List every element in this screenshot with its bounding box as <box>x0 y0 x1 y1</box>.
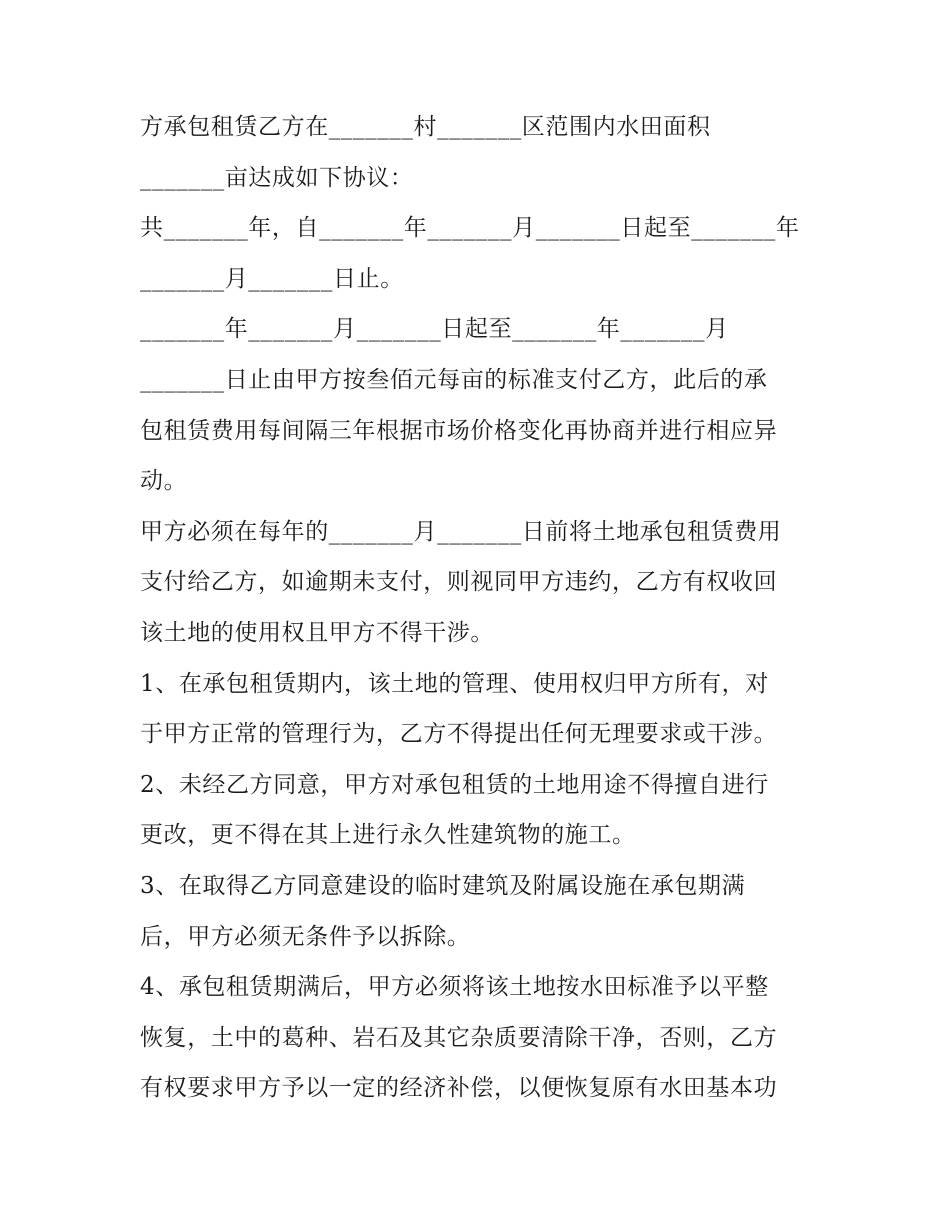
text-line: _______日止由甲方按叁佰元每亩的标准支付乙方，此后的承 <box>140 366 768 393</box>
text-line: 该土地的使用权且甲方不得干涉。 <box>140 619 494 646</box>
text-line: 动。 <box>140 468 188 495</box>
text-line: _______亩达成如下协议： <box>140 164 414 191</box>
text-line: 支付给乙方，如逾期未支付，则视同甲方违约，乙方有权收回 <box>140 569 778 596</box>
text-line: 更改，更不得在其上进行永久性建筑物的施工。 <box>140 822 636 849</box>
text-line: 甲方必须在每年的_______月_______日前将土地承包租赁费用 <box>140 518 782 545</box>
text-line: 方承包租赁乙方在_______村_______区范围内水田面积 <box>140 114 711 140</box>
text-line: _______年_______月_______日起至_______年_______月 <box>140 316 729 343</box>
text-line: 后，甲方必须无条件予以拆除。 <box>140 923 471 950</box>
text-line: 3、在取得乙方同意建设的临时建筑及附属设施在承包期满 <box>140 872 746 899</box>
text-line: 2、未经乙方同意，甲方对承包租赁的土地用途不得擅自进行 <box>140 771 769 798</box>
text-line: 共_______年，自_______年_______月_______日起至_______年 <box>140 215 800 242</box>
text-line: 恢复，土中的葛种、岩石及其它杂质要清除干净，否则，乙方 <box>140 1024 778 1051</box>
text-line: 于甲方正常的管理行为，乙方不得提出任何无理要求或干涉。 <box>140 721 778 748</box>
text-line: 1、在承包租赁期内，该土地的管理、使用权归甲方所有，对 <box>140 670 769 697</box>
text-line: 有权要求甲方予以一定的经济补偿，以便恢复原有水田基本功 <box>140 1075 778 1102</box>
document-body <box>140 102 820 1114</box>
text-line: _______月_______日止。 <box>140 265 404 292</box>
text-line: 包租赁费用每间隔三年根据市场价格变化再协商并进行相应异 <box>140 417 778 444</box>
text-line: 4、承包租赁期满后，甲方必须将该土地按水田标准予以平整 <box>140 974 769 1001</box>
